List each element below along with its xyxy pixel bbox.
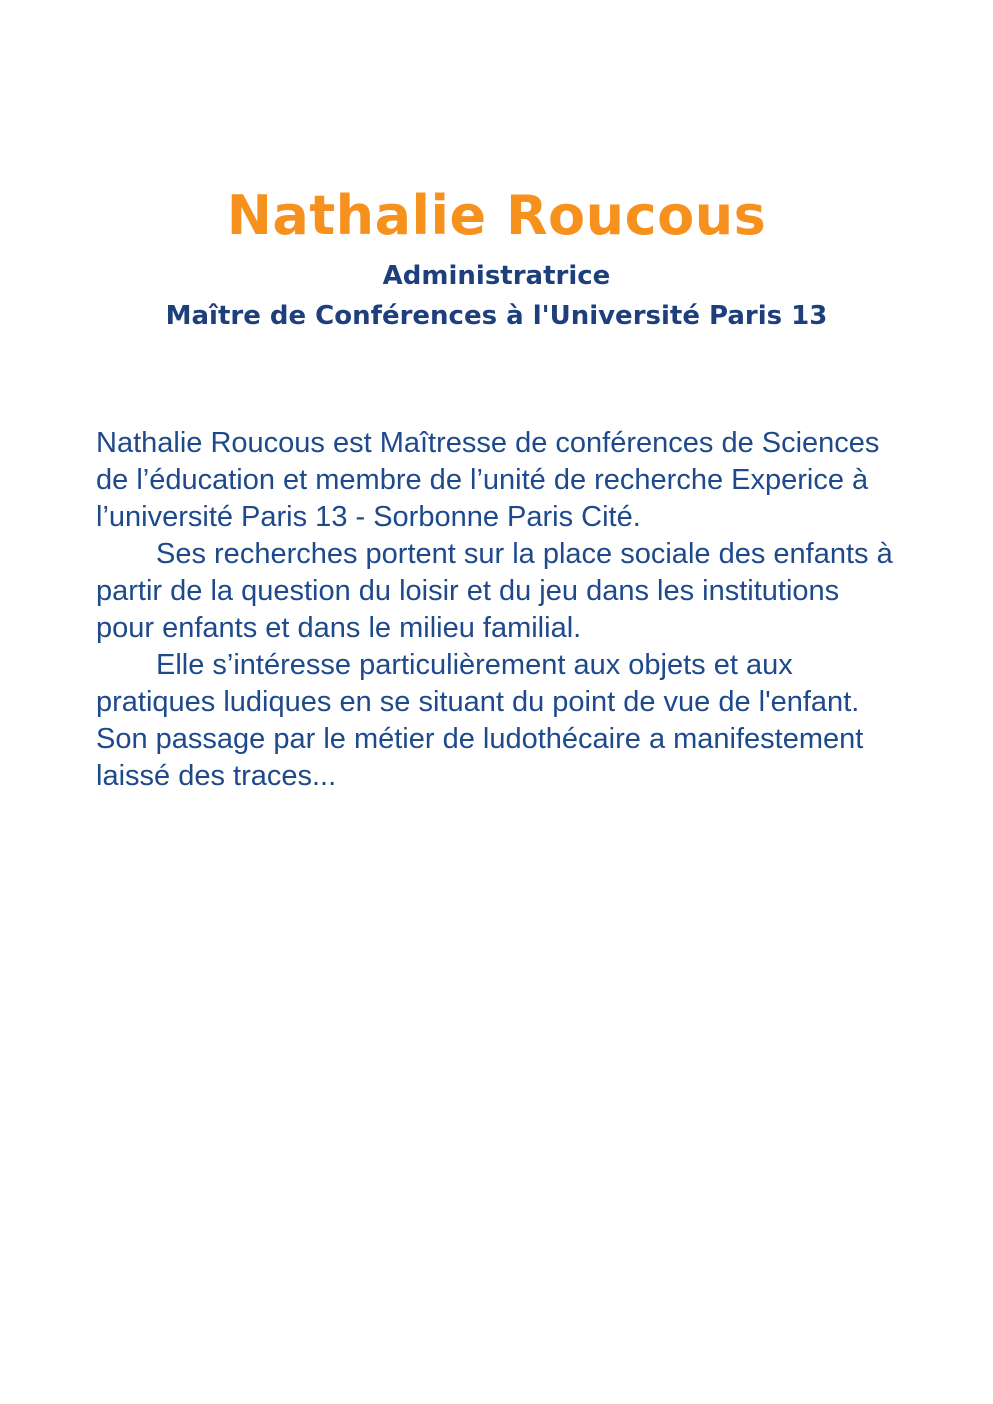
person-name: Nathalie Roucous (226, 184, 767, 247)
role-title: Administratrice (382, 261, 611, 291)
bio-paragraph-2: Ses recherches portent sur la place sociale des enfants à partir de la question du loisir et du jeu dans les institutions pour enfants et dans le milieu familial. (96, 538, 893, 644)
bio-paragraph-1: Nathalie Roucous est Maîtresse de conférences de Sciences de l’éducation et membre de l’unité de recherche Experice à l’université Paris 13 - Sorbonne Paris Cité. (96, 427, 880, 533)
biography (96, 425, 896, 795)
bio-paragraph-3: Elle s’intéresse particulièrement aux objets et aux pratiques ludiques en se situant du point de vue de l'enfant. Son passage par le métier de ludothécaire a manifestement laissé des traces... (96, 649, 864, 792)
position-title: Maître de Conférences à l'Université Paris 13 (165, 301, 828, 331)
profile-header (0, 178, 993, 336)
